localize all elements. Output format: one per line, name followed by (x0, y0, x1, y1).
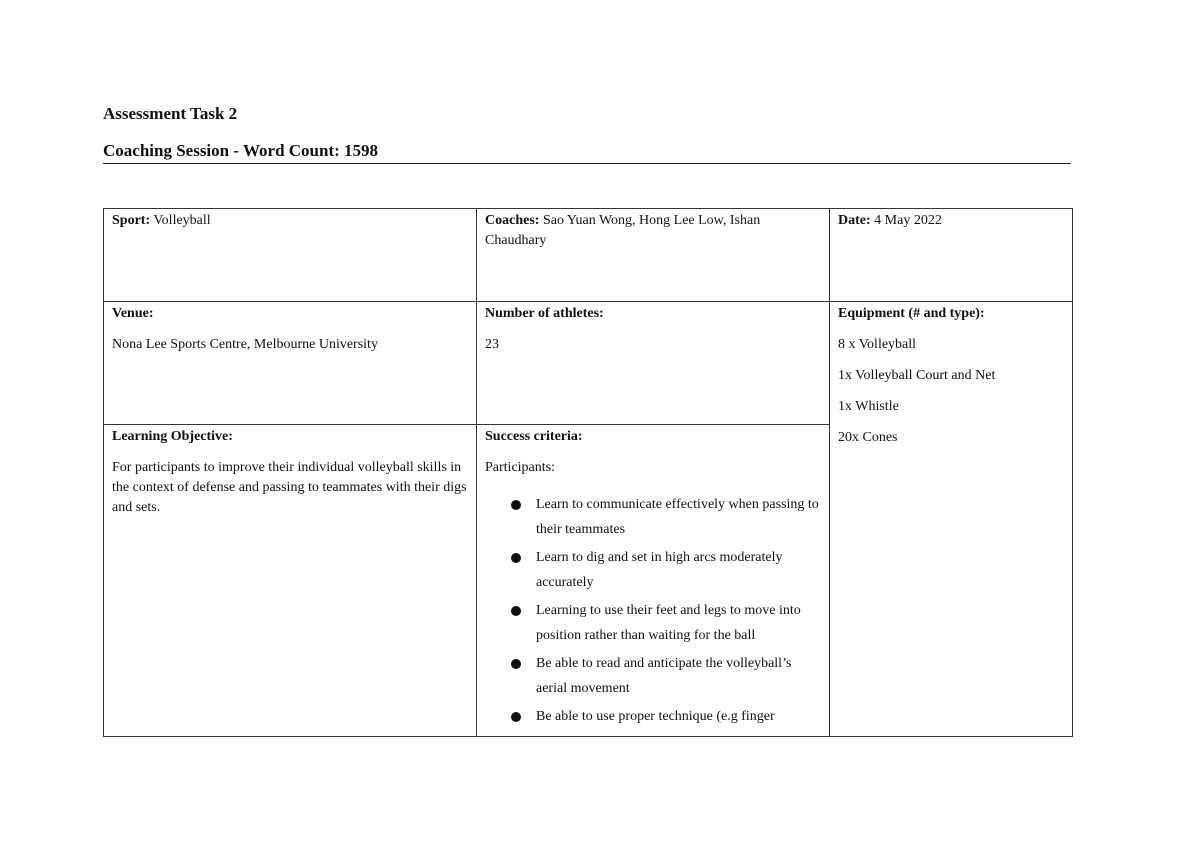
equipment-label: Equipment (# and type): (838, 306, 985, 321)
criterion-text: Be able to read and anticipate the volleyball’s aerial movement (536, 656, 792, 696)
athletes-value: 23 (485, 337, 499, 352)
success-intro: Participants: (485, 460, 555, 475)
success-cell (477, 425, 830, 737)
objective-text: For participants to improve their individual volleyball skills in the context of defense and passing to teammates with their digs and sets. (112, 460, 467, 515)
venue-label: Venue: (112, 306, 154, 321)
equipment-item: 20x Cones (838, 430, 898, 445)
date-value: 4 May 2022 (870, 213, 942, 228)
objective-label: Learning Objective: (112, 429, 233, 444)
equipment-item: 1x Whistle (838, 399, 899, 414)
equipment-cell (830, 302, 1073, 737)
document-subtitle: Coaching Session - Word Count: 1598 (103, 141, 1071, 164)
session-plan-table (103, 208, 1073, 737)
criterion-text: Learn to communicate effectively when passing to their teammates (536, 497, 819, 537)
bullet-icon (511, 553, 521, 563)
sport-value: Volleyball (150, 213, 211, 228)
coaches-label: Coaches: (485, 213, 540, 228)
bullet-icon (511, 659, 521, 669)
list-item (511, 651, 821, 701)
date-label: Date: (838, 213, 871, 228)
equipment-list (838, 335, 1064, 448)
bullet-icon (511, 712, 521, 722)
bullet-icon (511, 500, 521, 510)
success-label: Success criteria: (485, 429, 583, 444)
equipment-item: 8 x Volleyball (838, 337, 917, 352)
criterion-text: Be able to use proper technique (e.g finger (536, 709, 775, 724)
document-title: Assessment Task 2 (103, 104, 238, 123)
athletes-label: Number of athletes: (485, 306, 604, 321)
list-item (511, 704, 821, 729)
sport-cell (104, 209, 477, 302)
list-item (511, 492, 821, 542)
venue-value: Nona Lee Sports Centre, Melbourne University (112, 337, 378, 352)
table-row (104, 302, 1073, 425)
coaches-cell (477, 209, 830, 302)
list-item (511, 598, 821, 648)
coaches-value: Sao Yuan Wong, Hong Lee Low, Ishan Chaudhary (485, 213, 761, 248)
venue-cell (104, 302, 477, 425)
bullet-icon (511, 606, 521, 616)
list-item (511, 545, 821, 595)
objective-cell (104, 425, 477, 737)
sport-label: Sport: (112, 213, 151, 228)
athletes-cell (477, 302, 830, 425)
equipment-item: 1x Volleyball Court and Net (838, 368, 996, 383)
criterion-text: Learn to dig and set in high arcs moderately accurately (536, 550, 783, 590)
table-row (104, 209, 1073, 302)
criterion-text: Learning to use their feet and legs to move into position rather than waiting for the ball (536, 603, 801, 643)
date-cell (830, 209, 1073, 302)
success-criteria-list (485, 492, 821, 729)
